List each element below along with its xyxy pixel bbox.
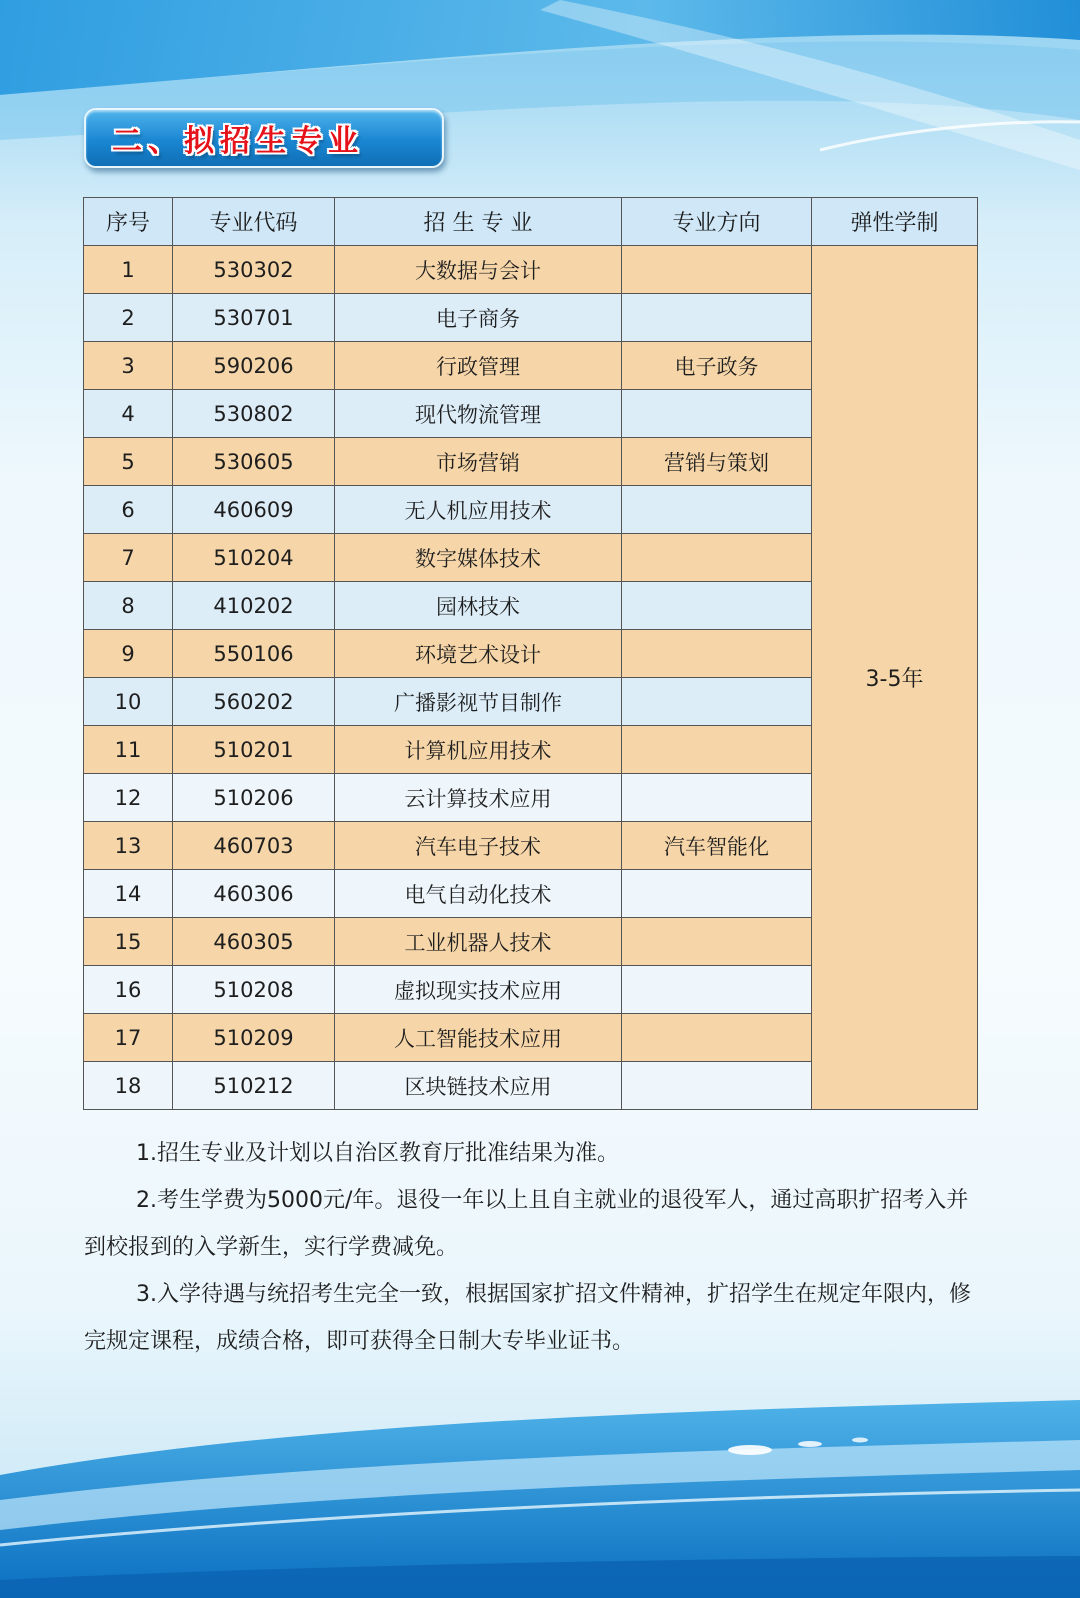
- cell-major: 虚拟现实技术应用: [335, 966, 622, 1014]
- cell-direction: [622, 774, 812, 822]
- cell-direction: 汽车智能化: [622, 822, 812, 870]
- cell-direction: [622, 1014, 812, 1062]
- cell-code: 560202: [173, 678, 335, 726]
- cell-code: 460305: [173, 918, 335, 966]
- cell-major: 人工智能技术应用: [335, 1014, 622, 1062]
- cell-no: 10: [84, 678, 173, 726]
- cell-major: 园林技术: [335, 582, 622, 630]
- cell-no: 13: [84, 822, 173, 870]
- note-paragraph: 2.考生学费为5000元/年。退役一年以上且自主就业的退役军人，通过高职扩招考入并到校报到的入学新生，实行学费减免。: [84, 1188, 969, 1260]
- cell-code: 410202: [173, 582, 335, 630]
- cell-code: 510206: [173, 774, 335, 822]
- cell-no: 12: [84, 774, 173, 822]
- header-code: 专业代码: [173, 198, 335, 246]
- cell-no: 6: [84, 486, 173, 534]
- bottom-wave-decoration: [0, 1380, 1080, 1598]
- cell-major: 区块链技术应用: [335, 1062, 622, 1110]
- header-no: 序号: [84, 198, 173, 246]
- cell-code: 510208: [173, 966, 335, 1014]
- cell-code: 460306: [173, 870, 335, 918]
- cell-major: 工业机器人技术: [335, 918, 622, 966]
- cell-no: 3: [84, 342, 173, 390]
- cell-major: 数字媒体技术: [335, 534, 622, 582]
- cell-direction: [622, 726, 812, 774]
- cell-direction: [622, 918, 812, 966]
- cell-no: 14: [84, 870, 173, 918]
- majors-table: [83, 197, 978, 1110]
- cell-no: 11: [84, 726, 173, 774]
- cell-direction: 营销与策划: [622, 438, 812, 486]
- cell-code: 510209: [173, 1014, 335, 1062]
- cell-major: 计算机应用技术: [335, 726, 622, 774]
- cell-major: 广播影视节目制作: [335, 678, 622, 726]
- cell-code: 460609: [173, 486, 335, 534]
- note-paragraph: 1.招生专业及计划以自治区教育厅批准结果为准。: [136, 1141, 619, 1166]
- cell-code: 530701: [173, 294, 335, 342]
- cell-code: 530302: [173, 246, 335, 294]
- cell-direction: [622, 966, 812, 1014]
- cell-code: 510201: [173, 726, 335, 774]
- header-direction: 专业方向: [622, 198, 812, 246]
- cell-no: 4: [84, 390, 173, 438]
- cell-no: 15: [84, 918, 173, 966]
- note-paragraph: 3.入学待遇与统招考生完全一致，根据国家扩招文件精神，扩招学生在规定年限内，修完规定课程，成绩合格，即可获得全日制大专毕业证书。: [84, 1282, 971, 1354]
- table-header-row: [84, 198, 978, 246]
- cell-direction: [622, 486, 812, 534]
- cell-direction: [622, 390, 812, 438]
- table-row: [84, 246, 978, 294]
- cell-code: 460703: [173, 822, 335, 870]
- cell-no: 8: [84, 582, 173, 630]
- header-duration: 弹性学制: [812, 198, 978, 246]
- cell-direction: [622, 534, 812, 582]
- cell-major: 电子商务: [335, 294, 622, 342]
- cell-major: 汽车电子技术: [335, 822, 622, 870]
- cell-no: 9: [84, 630, 173, 678]
- cell-major: 无人机应用技术: [335, 486, 622, 534]
- cell-code: 530802: [173, 390, 335, 438]
- cell-code: 510204: [173, 534, 335, 582]
- cell-major: 现代物流管理: [335, 390, 622, 438]
- cell-major: 行政管理: [335, 342, 622, 390]
- cell-direction: [622, 630, 812, 678]
- cell-direction: [622, 870, 812, 918]
- section-title: 二、拟招生专业: [112, 124, 364, 159]
- cell-direction: [622, 246, 812, 294]
- cell-no: 1: [84, 246, 173, 294]
- cell-duration: 3-5年: [812, 246, 978, 1110]
- cell-direction: 电子政务: [622, 342, 812, 390]
- cell-code: 510212: [173, 1062, 335, 1110]
- cell-direction: [622, 582, 812, 630]
- cell-major: 电气自动化技术: [335, 870, 622, 918]
- cell-no: 17: [84, 1014, 173, 1062]
- cell-code: 590206: [173, 342, 335, 390]
- cell-no: 7: [84, 534, 173, 582]
- cell-direction: [622, 678, 812, 726]
- header-major: 招 生 专 业: [335, 198, 622, 246]
- section-title-banner: [84, 108, 444, 168]
- cell-no: 2: [84, 294, 173, 342]
- cell-major: 云计算技术应用: [335, 774, 622, 822]
- cell-major: 市场营销: [335, 438, 622, 486]
- cell-code: 530605: [173, 438, 335, 486]
- cell-direction: [622, 1062, 812, 1110]
- cell-no: 16: [84, 966, 173, 1014]
- cell-no: 5: [84, 438, 173, 486]
- cell-no: 18: [84, 1062, 173, 1110]
- cell-major: 环境艺术设计: [335, 630, 622, 678]
- cell-major: 大数据与会计: [335, 246, 622, 294]
- notes-section: [84, 1130, 984, 1365]
- cell-direction: [622, 294, 812, 342]
- cell-code: 550106: [173, 630, 335, 678]
